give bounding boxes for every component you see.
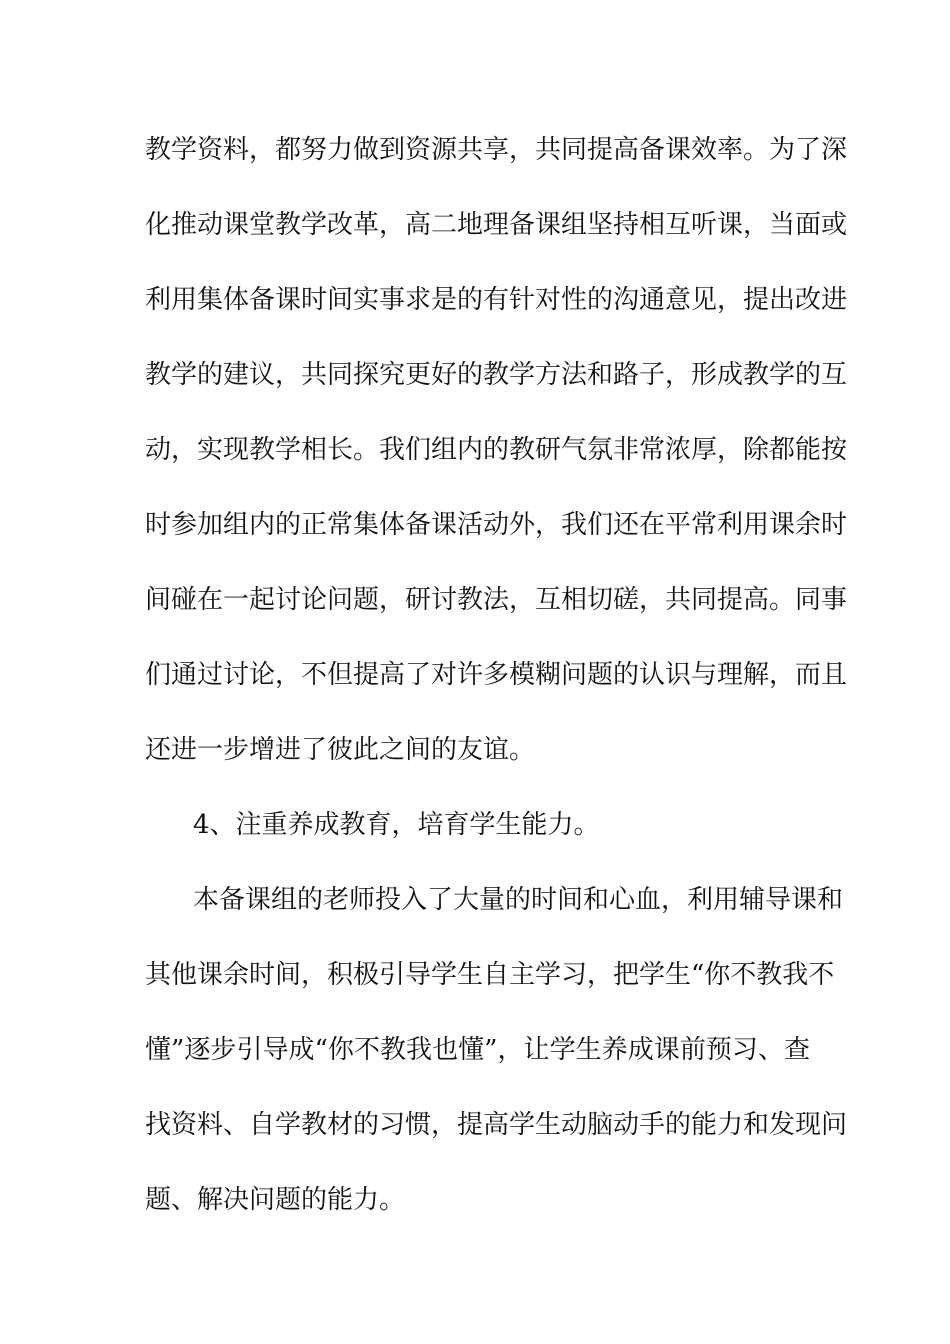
paragraph-end-line: 还进一步增进了彼此之间的友谊。 bbox=[145, 735, 536, 765]
paragraph-first-line: 本备课组的老师投入了大量的时间和心血，利用辅导课和 bbox=[193, 885, 844, 915]
text-line: 动，实现教学相长。我们组内的教研气氛非常浓厚，除都能按 bbox=[145, 435, 848, 465]
document-body bbox=[145, 130, 848, 1255]
text-line: 时参加组内的正常集体备课活动外，我们还在平常利用课余时 bbox=[145, 510, 848, 540]
text-line: 懂”逐步引导成“你不教我也懂”，让学生养成课前预习、查 bbox=[145, 1035, 810, 1065]
section-heading: 4、注重养成教育，培育学生能力。 bbox=[193, 810, 600, 840]
paragraph-end-line: 题、解决问题的能力。 bbox=[145, 1185, 406, 1215]
text-line: 教学的建议，共同探究更好的教学方法和路子，形成教学的互 bbox=[145, 360, 848, 390]
text-line: 们通过讨论，不但提高了对许多模糊问题的认识与理解，而且 bbox=[145, 660, 848, 690]
text-line: 化推动课堂教学改革，高二地理备课组坚持相互听课，当面或 bbox=[145, 210, 848, 240]
text-line: 找资料、自学教材的习惯，提高学生动脑动手的能力和发现问 bbox=[145, 1110, 848, 1140]
text-line: 教学资料，都努力做到资源共享，共同提高备课效率。为了深 bbox=[145, 135, 848, 165]
text-line: 利用集体备课时间实事求是的有针对性的沟通意见，提出改进 bbox=[145, 285, 848, 315]
text-line: 其他课余时间，积极引导学生自主学习，把学生“你不教我不 bbox=[145, 960, 835, 990]
text-line: 间碰在一起讨论问题，研讨教法，互相切磋，共同提高。同事 bbox=[145, 585, 848, 615]
